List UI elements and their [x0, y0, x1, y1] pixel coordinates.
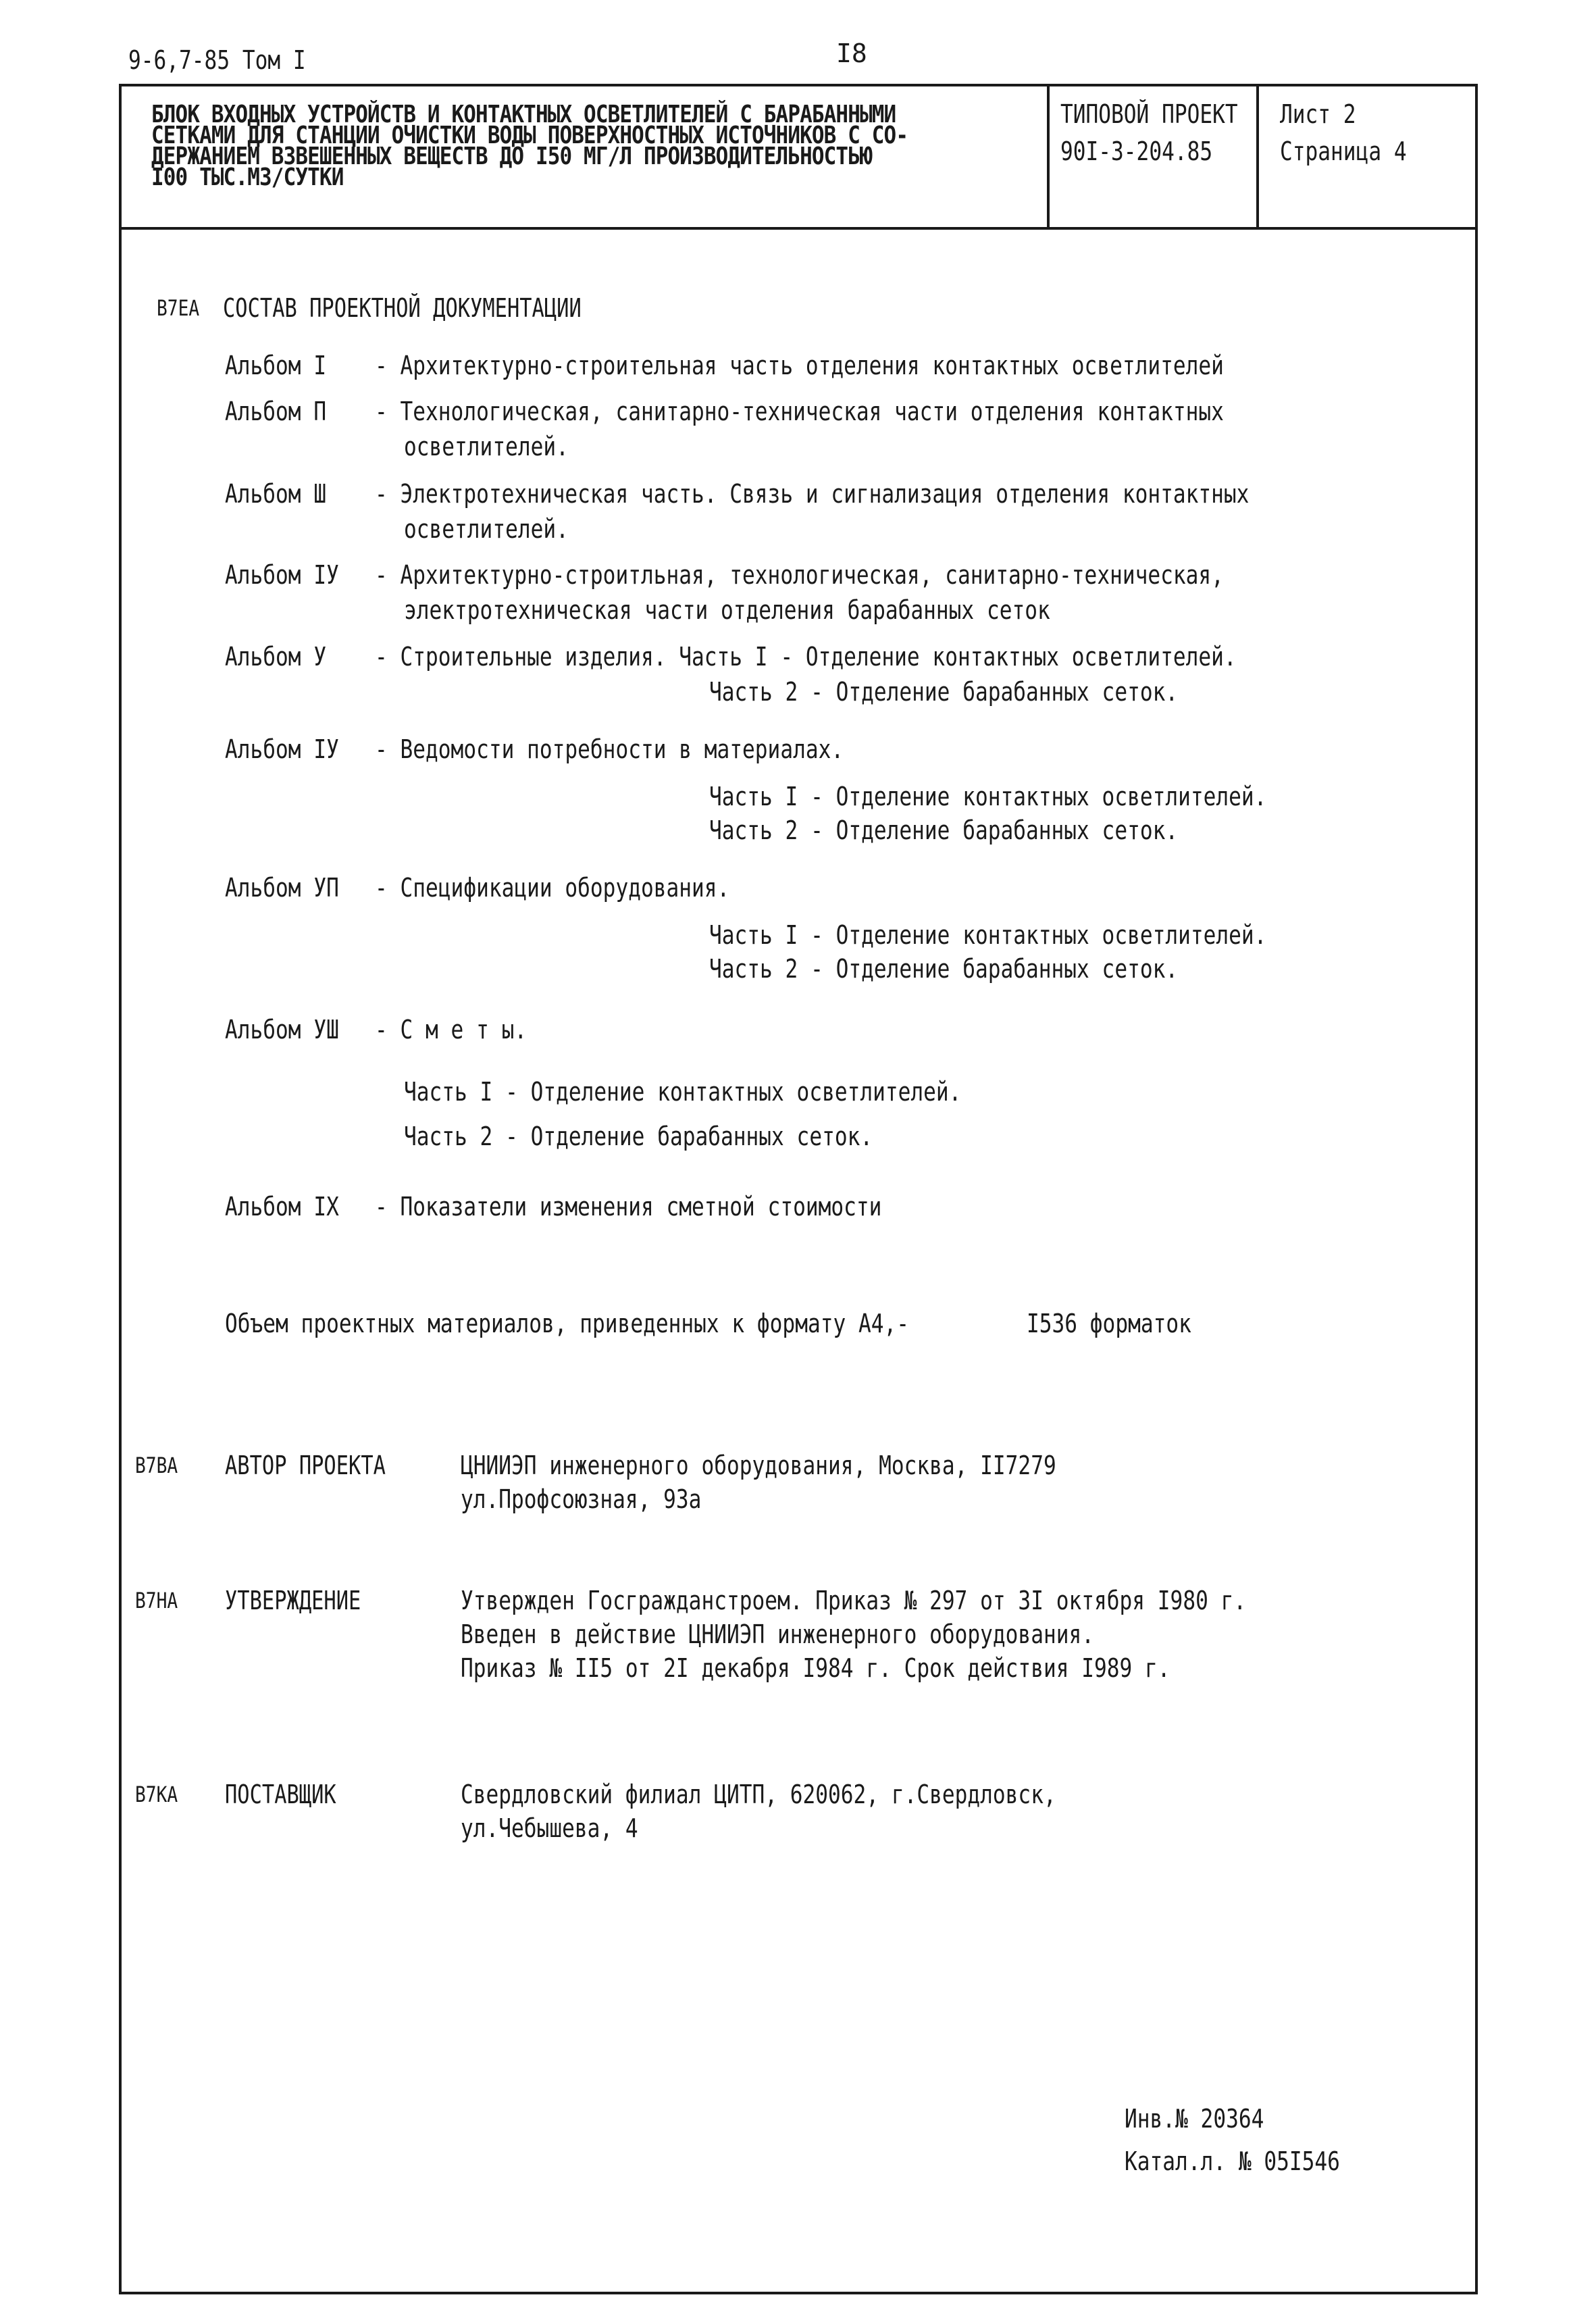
inventory-number: Инв.№ 20364	[1125, 2104, 1264, 2134]
album-description: осветлителей.	[404, 514, 569, 544]
section-code: B7EA	[157, 295, 200, 321]
section-code: B7KA	[135, 1782, 178, 1807]
sheet-label: Лист 2	[1280, 99, 1356, 129]
album-description: - Технологическая, санитарно-техническая части отделения контактных	[375, 397, 1224, 426]
section-line: ул.Чебышева, 4	[461, 1813, 638, 1843]
section-heading: УТВЕРЖДЕНИЕ	[225, 1586, 361, 1615]
album-name: Альбом П	[225, 397, 327, 426]
volume-value: I536 форматок	[1027, 1309, 1191, 1338]
title-block-divider	[1047, 84, 1050, 230]
section-heading: АВТОР ПРОЕКТА	[225, 1451, 386, 1480]
album-description: осветлителей.	[404, 432, 569, 461]
album-description: - Ведомости потребности в материалах.	[375, 734, 844, 764]
page-label: Страница 4	[1280, 136, 1407, 166]
project-title-line: СЕТКАМИ ДЛЯ СТАНЦИИ ОЧИСТКИ ВОДЫ ПОВЕРХНОСТНЫХ ИСТОЧНИКОВ С СО-	[151, 122, 908, 149]
album-description: - Спецификации оборудования.	[375, 873, 730, 903]
page-number: I8	[836, 39, 867, 68]
album-part: Часть 2 - Отделение барабанных сеток.	[709, 815, 1179, 845]
section-code: B7HA	[135, 1588, 178, 1613]
section-line: ЦНИИЭП инженерного оборудования, Москва, II7279	[461, 1451, 1056, 1480]
album-description: - Показатели изменения сметной стоимости	[375, 1192, 882, 1222]
album-part: Часть 2 - Отделение барабанных сеток.	[404, 1122, 873, 1151]
album-name: Альбом IX	[225, 1192, 339, 1222]
project-number: 90I-3-204.85	[1060, 136, 1213, 166]
section-line: Введен в действие ЦНИИЭП инженерного оборудования.	[461, 1619, 1095, 1649]
section-heading: СОСТАВ ПРОЕКТНОЙ ДОКУМЕНТАЦИИ	[223, 293, 582, 323]
album-name: Альбом УП	[225, 873, 339, 903]
album-name: Альбом IУ	[225, 560, 339, 590]
volume-text: Объем проектных материалов, приведенных к формату А4,-	[225, 1309, 910, 1338]
album-description: - Архитектурно-строитльная, технологическая, санитарно-техническая,	[375, 560, 1224, 590]
document-series: 9-6,7-85 Том I	[128, 45, 306, 75]
project-label: ТИПОВОЙ ПРОЕКТ	[1060, 99, 1238, 129]
catalog-number: Катал.л. № 05I546	[1125, 2146, 1340, 2176]
album-description: - Электротехническая часть. Связь и сигнализация отделения контактных	[375, 479, 1250, 509]
album-part: Часть 2 - Отделение барабанных сеток.	[709, 954, 1179, 984]
album-part: Часть I - Отделение контактных осветлителей.	[709, 920, 1267, 950]
section-line: Свердловский филиал ЦИТП, 620062, г.Свердловск,	[461, 1780, 1056, 1809]
project-title-line: I00 ТЫС.М3/СУТКИ	[151, 164, 344, 191]
album-part: Часть 2 - Отделение барабанных сеток.	[709, 677, 1179, 707]
section-line: Приказ № II5 от 2I декабря I984 г. Срок действия I989 г.	[461, 1653, 1170, 1683]
section-code: B7BA	[135, 1453, 178, 1478]
project-title-line: БЛОК ВХОДНЫХ УСТРОЙСТВ И КОНТАКТНЫХ ОСВЕТЛИТЕЛЕЙ С БАРАБАННЫМИ	[151, 101, 896, 128]
album-name: Альбом УШ	[225, 1015, 339, 1045]
album-description: - С м е т ы.	[375, 1015, 527, 1045]
album-part: Часть I - Отделение контактных осветлителей.	[404, 1077, 962, 1107]
album-part: Часть I - Отделение контактных осветлителей.	[709, 782, 1267, 811]
album-name: Альбом IУ	[225, 734, 339, 764]
section-line: Утвержден Госгражданстроем. Приказ № 297 от 3I октября I980 г.	[461, 1586, 1247, 1615]
project-title-line: ДЕРЖАНИЕМ ВЗВЕШЕННЫХ ВЕЩЕСТВ ДО I50 МГ/Л ПРОИЗВОДИТЕЛЬНОСТЬЮ	[151, 143, 872, 170]
album-description: - Строительные изделия. Часть I - Отделение контактных осветлителей.	[375, 642, 1237, 672]
album-name: Альбом Ш	[225, 479, 327, 509]
album-name: Альбом I	[225, 351, 327, 380]
album-name: Альбом У	[225, 642, 327, 672]
album-description: - Архитектурно-строительная часть отделения контактных осветлителей	[375, 351, 1224, 380]
section-line: ул.Профсоюзная, 93а	[461, 1484, 702, 1514]
album-description: электротехническая части отделения барабанных сеток	[404, 595, 1050, 625]
section-heading: ПОСТАВЩИК	[225, 1780, 336, 1809]
